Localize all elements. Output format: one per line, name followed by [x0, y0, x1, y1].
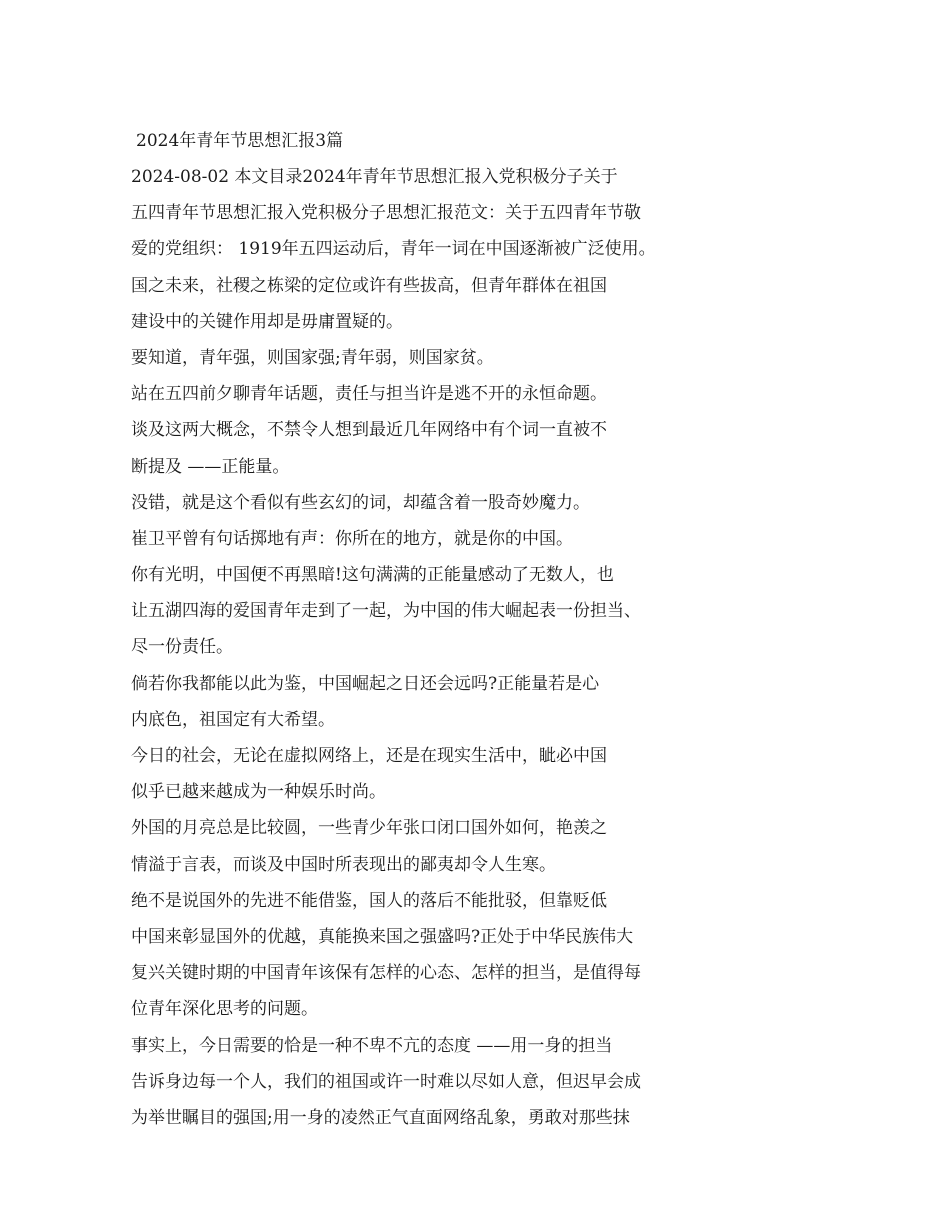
text-line: 事实上，今日需要的恰是一种不卑不亢的态度 ——用一身的担当: [131, 1035, 613, 1056]
text-line: 倘若你我都能以此为鉴，中国崛起之日还会远吗?正能量若是心: [131, 673, 600, 694]
text-line: 崔卫平曾有句话掷地有声：你所在的地方，就是你的中国。: [131, 528, 573, 549]
text-line: 内底色，祖国定有大希望。: [131, 709, 335, 730]
text-line: 让五湖四海的爱国青年走到了一起，为中国的伟大崛起表一份担当、: [131, 601, 641, 622]
text-line: 站在五四前夕聊青年话题，责任与担当许是逃不开的永恒命题。: [131, 384, 607, 405]
text-line: 尽一份责任。: [131, 637, 233, 658]
text-line: 2024-08-02 本文目录2024年青年节思想汇报入党积极分子关于: [131, 167, 618, 187]
text-line: 绝不是说国外的先进不能借鉴，国人的落后不能批驳，但靠贬低: [131, 890, 607, 911]
text-line: 你有光明，中国便不再黑暗!这句满满的正能量感动了无数人，也: [131, 565, 614, 586]
text-line: 断提及 ——正能量。: [131, 456, 290, 477]
text-line: 今日的社会，无论在虚拟网络上，还是在现实生活中，眦必中国: [131, 746, 607, 766]
text-line: 建设中的关键作用却是毋庸置疑的。: [131, 311, 403, 332]
document-body: [131, 123, 731, 1136]
text-line: 情溢于言表，而谈及中国时所表现出的鄙夷却令人生寒。: [131, 854, 556, 875]
text-line: 五四青年节思想汇报入党积极分子思想汇报范文：关于五四青年节敬: [131, 203, 641, 224]
text-line: 为举世瞩目的强国;用一身的凌然正气直面网络乱象，勇敢对那些抹: [131, 1107, 630, 1128]
text-line: 没错，就是这个看似有些玄幻的词，却蕴含着一股奇妙魔力。: [131, 492, 590, 513]
text-line: 谈及这两大概念，不禁令人想到最近几年网络中有个词一直被不: [131, 420, 607, 441]
text-line: 爱的党组织： 1919年五四运动后，青年一词在中国逐渐被广泛使用。: [131, 239, 656, 260]
text-line: 外国的月亮总是比较圆，一些青少年张口闭口国外如何，艳羡之: [131, 818, 607, 839]
document-title: 2024年青年节思想汇报3篇: [136, 131, 344, 151]
text-line: 告诉身边每一个人，我们的祖国或许一时难以尽如人意，但迟早会成: [131, 1071, 641, 1092]
text-line: 位青年深化思考的问题。: [131, 999, 318, 1020]
text-line: 中国来彰显国外的优越，真能换来国之强盛吗?正处于中华民族伟大: [131, 926, 634, 947]
text-line: 复兴关键时期的中国青年该保有怎样的心态、怎样的担当，是值得每: [131, 963, 641, 984]
text-line: 国之未来，社稷之栋梁的定位或许有些拔高，但青年群体在祖国: [131, 275, 607, 296]
text-line: 要知道，青年强，则国家强;青年弱，则国家贫。: [131, 347, 494, 368]
text-line: 似乎已越来越成为一种娱乐时尚。: [131, 782, 386, 803]
document-text: [131, 159, 731, 1136]
